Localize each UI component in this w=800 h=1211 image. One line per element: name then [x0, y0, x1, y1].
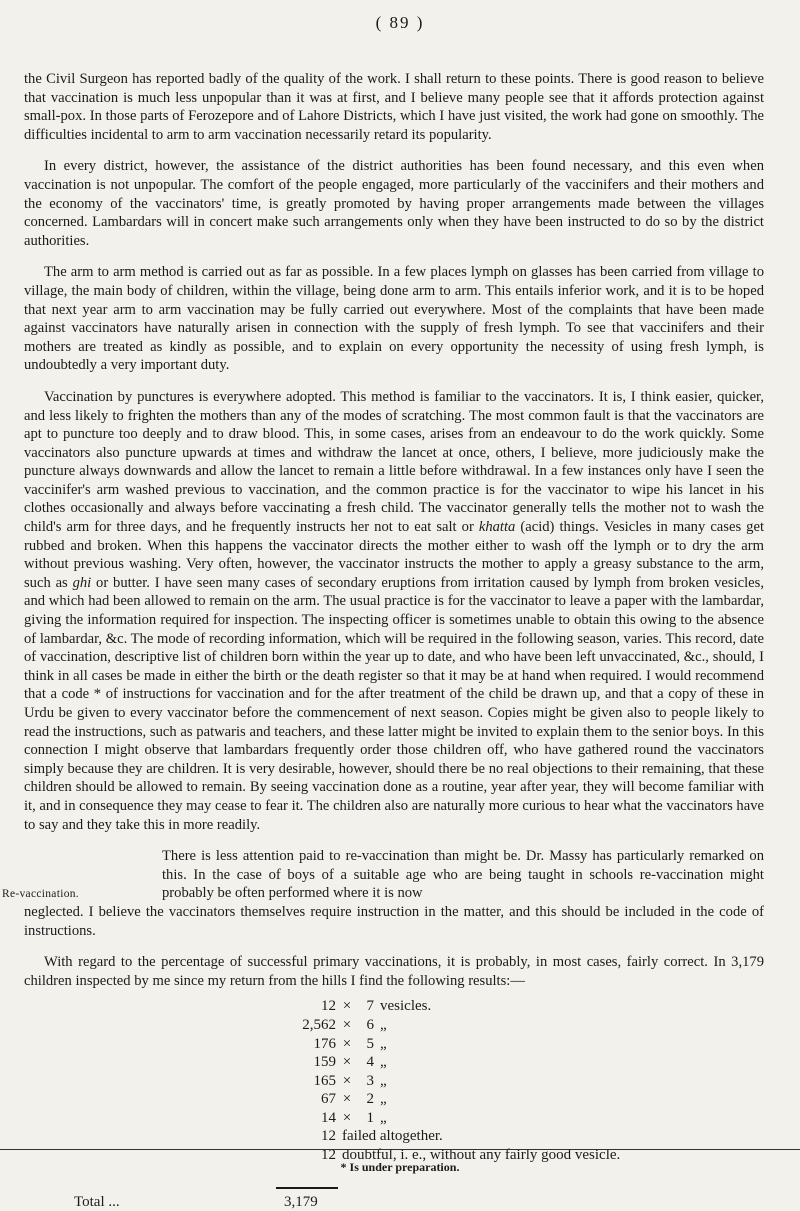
result-count: 12 [321, 998, 336, 1015]
result-count: 159 [313, 1054, 336, 1071]
paragraph-2: In every district, however, the assistance of the district authorities has been found necessary, and this even when vaccination is not unpopular. The comfort of the people engaged, more particularly of the vaccinifers and their mothers and the economy of the vaccinators' time, is greatly promoted by having proper arrangements made between the villages concerned. Lambardars will in concert make such arrangements only when they have been instructed to do so by the district authorities. [24, 158, 764, 249]
result-failed-text: failed altogether. [342, 1128, 443, 1145]
total-row [74, 1187, 764, 1209]
result-unit: „ [380, 1091, 387, 1108]
times-sign: × [342, 1072, 352, 1089]
result-count: 176 [313, 1035, 336, 1052]
result-vesicles: 7 [366, 998, 374, 1015]
total-label: Total ... [74, 1193, 120, 1210]
result-count: 12 [321, 1147, 336, 1164]
paragraph-4-part-a: Vaccination by punctures is everywhere adopted. This method is familiar to the vaccinators. It is, I think easier, quicker, and less likely to frighten the mothers than any of the modes of scratching. The most common fault is that the vaccinators are apt to puncture too deeply and to draw blood. This, in some cases, arises from an endeavour to do the work quickly. Some vaccinators also puncture upwards at times and withdraw the lancet at once, others, I believe, more judiciously make the puncture always downwards and allow the lancet to remain a little before withdrawal. In a few instances only have I seen the vaccinifer's arm washed previous to vaccination, and the common practice is for the vaccinator to wipe his lancet in his clothes occasionally and always before vaccinating a fresh child. The vaccinator generally tells the mother not to wash the child's arm for three days, and he frequently instructs her not to eat salt or [24, 388, 764, 536]
result-doubtful-text: doubtful, i. e., without any fairly good vesicle. [342, 1147, 621, 1164]
result-row [282, 1072, 764, 1091]
result-vesicles: 2 [366, 1091, 374, 1108]
result-unit: „ [380, 1035, 387, 1052]
times-sign: × [342, 998, 352, 1015]
side-note-revaccination: Re-vaccination. [2, 888, 79, 901]
result-count: 2,562 [302, 1016, 336, 1033]
paragraph-4 [24, 388, 764, 834]
result-unit: „ [380, 1109, 387, 1126]
footnote: * Is under preparation. [340, 1160, 460, 1174]
revaccination-first-line: There is less attention paid to re-vaccination than might be. Dr. Massy has particularly remarked on this. In the case of boys of a suitable age who are being taught in schools re-vaccination might probably be often performed where it is now [162, 848, 764, 902]
revaccination-section [2, 847, 764, 940]
paragraph-1: the Civil Surgeon has reported badly of the quality of the work. I shall return to these points. There is good reason to believe that vaccination is much less unpopular than it was at first, and I believe many people see that it affords protection against small-pox. In those parts of Ferozepore and of Lahore Districts, which I have just visited, the work had gone on smoothly. The difficulties incidental to arm to arm vaccination necessarily retard its popularity. [24, 71, 764, 143]
result-row [282, 1035, 764, 1054]
times-sign: × [342, 1109, 352, 1126]
result-vesicles: 1 [366, 1109, 374, 1126]
paragraph-4-part-c: or butter. I have seen many cases of secondary eruptions from irritation caused by lymph from broken vesicles, and which had been allowed to remain on the arm. The usual practice is for the vaccinator to leave a paper with the lambardar, giving the information required for inspection. The inspecting officer is sometimes unable to obtain this owing to the absence of lambardar, &c. The mode of recording information, which will be required in the following season, varies. This record, date of vaccination, descriptive list of children born within the year up to date, and who have been left unvaccinated, &c., should, I think in all cases be made in either the birth or the death register so that it may be at hand when required. I would recommend that a code * of instructions for vaccination and for the after treatment of the child be drawn up, and that a copy of these in Urdu be given to every vaccinator before the commencement of next season. Copies might be given also to people likely to read the instructions, such as patwaris and teachers, and these latter might be invited to explain them to the senior boys. In this connection I might observe that lambardars frequently order those children off, who have gathered round the vaccinators simply because they are children. It is very desirable, however, should there be no real objections to their remaining, that these children should be allowed to remain. By seeing vaccination done as a routine, year after year, they will become familiar with it, and in consequence they may cease to fear it. The children also are naturally more curious to hear what the vaccinators have to say and they take this in more readily. [24, 574, 764, 833]
results-list [282, 997, 764, 1164]
result-row [282, 997, 764, 1016]
result-row [282, 1090, 764, 1109]
body-text [2, 70, 765, 1210]
result-row [282, 1016, 764, 1035]
result-unit: „ [380, 1016, 387, 1033]
result-vesicles: 6 [366, 1016, 374, 1033]
total-value: 3,179 [284, 1193, 318, 1210]
times-sign: × [342, 1091, 352, 1108]
revaccination-rest: neglected. I believe the vaccinators themselves require instruction in the matter, and this should be included in the code of instructions. [24, 903, 764, 939]
paragraph-3: The arm to arm method is carried out as far as possible. In a few places lymph on glasses has been carried from village to village, the main body of children, within the village, being done arm to arm. This entails inferior work, and it is to be hoped that next year arm to arm vaccination may be fully carried out everywhere. Most of the complaints that have been made against vaccinators have naturally arisen in connection with the supply of fresh lymph. To see that vaccinifers and their mothers are treated as kindly as possible, and to explain on every opportunity the necessity of using fresh lymph, is undoubtedly a very important duty. [24, 264, 764, 374]
result-vesicles: 4 [366, 1054, 374, 1071]
footnote-rule [0, 1149, 800, 1150]
page-number: ( 89 ) [375, 13, 425, 32]
term-khatta: khatta [478, 519, 516, 536]
result-unit: „ [380, 1072, 387, 1089]
result-count: 165 [313, 1072, 336, 1089]
result-count: 14 [321, 1109, 336, 1126]
times-sign: × [342, 1054, 352, 1071]
result-row [282, 1053, 764, 1072]
result-vesicles: 3 [366, 1072, 374, 1089]
result-vesicles: 5 [366, 1035, 374, 1052]
result-unit: vesicles. [380, 998, 432, 1015]
result-count: 67 [321, 1091, 336, 1108]
result-unit: „ [380, 1054, 387, 1071]
times-sign: × [342, 1035, 352, 1052]
result-row [282, 1109, 764, 1128]
result-count: 12 [321, 1128, 336, 1145]
term-ghi: ghi [72, 574, 92, 591]
paragraph-4-part-b: (acid) things. Vesicles in many cases get rubbed and broken. When this happens the vaccinator directs the mother either to wash off the lymph or to dry the arm without previous washing. Very often, however, the vaccinator instructs the mother to apply a greasy substance to the arm, such as [24, 519, 765, 591]
result-row-failed [282, 1127, 764, 1146]
paragraph-results-intro: With regard to the percentage of successful primary vaccinations, it is probably, in most cases, fairly correct. In 3,179 children inspected by me since my return from the hills I find the following results:— [24, 954, 764, 989]
times-sign: × [342, 1016, 352, 1033]
